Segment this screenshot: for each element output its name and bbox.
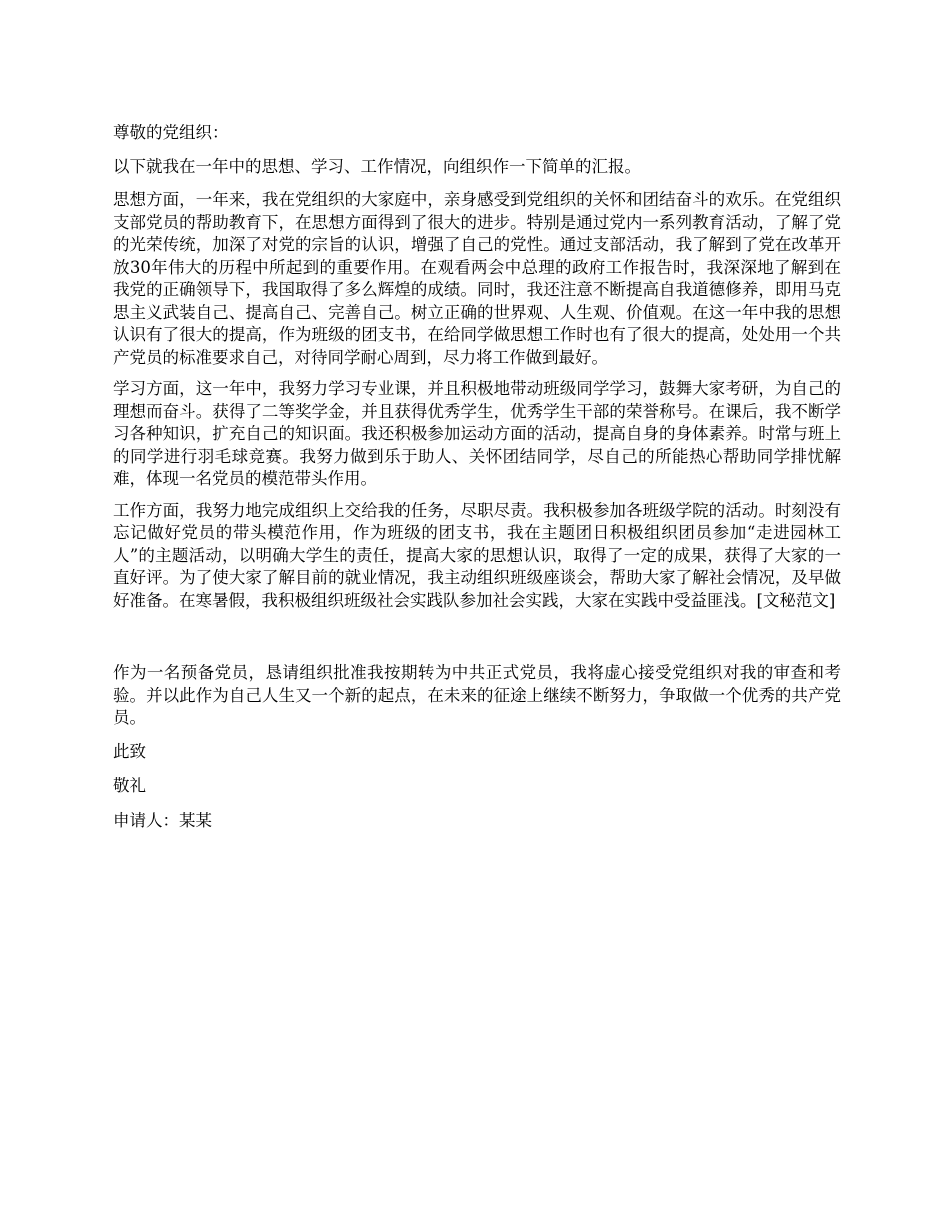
letter-document xyxy=(113,122,841,844)
closing-phrase-2: 敬礼 xyxy=(113,776,146,795)
intro-paragraph: 以下就我在一年中的思想、学习、工作情况，向组织作一下简单的汇报。 xyxy=(113,156,641,176)
body-paragraph-study: 学习方面，这一年中，我努力学习专业课，并且积极地带动班级同学学习，鼓舞大家考研，为自己的理想而奋斗。获得了二等奖学金，并且获得优秀学生，优秀学生干部的荣誉称号。在课后，我不断学习各种知识，扩充自己的知识面。我还积极参加运动方面的活动，提高自身的身体素养。时常与班上的同学进行羽毛球竞赛。我努力做到乐于助人、关怀团结同学，尽自己的所能热心帮助同学排忧解难，体现一名党员的模范带头作用。 xyxy=(113,379,841,488)
salutation: 尊敬的党组织： xyxy=(113,123,229,142)
body-paragraph-work: 工作方面，我努力地完成组织上交给我的任务，尽职尽责。我积极参加各班级学院的活动。时刻没有忘记做好党员的带头模范作用，作为班级的团支书，我在主题团日积极组织团员参加“走进园林工人”的主题活动，以明确大学生的责任，提高大家的思想认识，取得了一定的成果，获得了大家的一直好评。为了使大家了解目前的就业情况，我主动组织班级座谈会，帮助大家了解社会情况，及早做好准备。在寒暑假，我积极组织班级社会实践队参加社会实践，大家在实践中受益匪浅。[文秘范文] xyxy=(113,500,841,610)
signature: 申请人：某某 xyxy=(113,810,212,830)
closing-paragraph: 作为一名预备党员，恳请组织批准我按期转为中共正式党员，我将虚心接受党组织对我的审查和考验。并以此作为自己人生又一个新的起点，在未来的征途上继续不断努力，争取做一个优秀的共产党员。 xyxy=(113,663,841,727)
closing-phrase-1: 此致 xyxy=(113,741,146,761)
body-paragraph-thought: 思想方面，一年来，我在党组织的大家庭中，亲身感受到党组织的关怀和团结奋斗的欢乐。在党组织支部党员的帮助教育下，在思想方面得到了很大的进步。特别是通过党内一系列教育活动，了解了党的光荣传统，加深了对党的宗旨的认识，增强了自己的党性。通过支部活动，我了解到了党在改革开放30年伟大的历程中所起到的重要作用。在观看两会中总理的政府工作报告时，我深深地了解到在我党的正确领导下，我国取得了多么辉煌的成绩。同时，我还注意不断提高自我道德修养，即用马克思主义武装自己、提高自己、完善自己。树立正确的世界观、人生观、价值观。在这一年中我的思想认识有了很大的提高，作为班级的团支书，在给同学做思想工作时也有了很大的提高，处处用一个共产党员的标准要求自己，对待同学耐心周到，尽力将工作做到最好。 xyxy=(113,190,841,367)
paragraph-spacer xyxy=(113,621,841,662)
